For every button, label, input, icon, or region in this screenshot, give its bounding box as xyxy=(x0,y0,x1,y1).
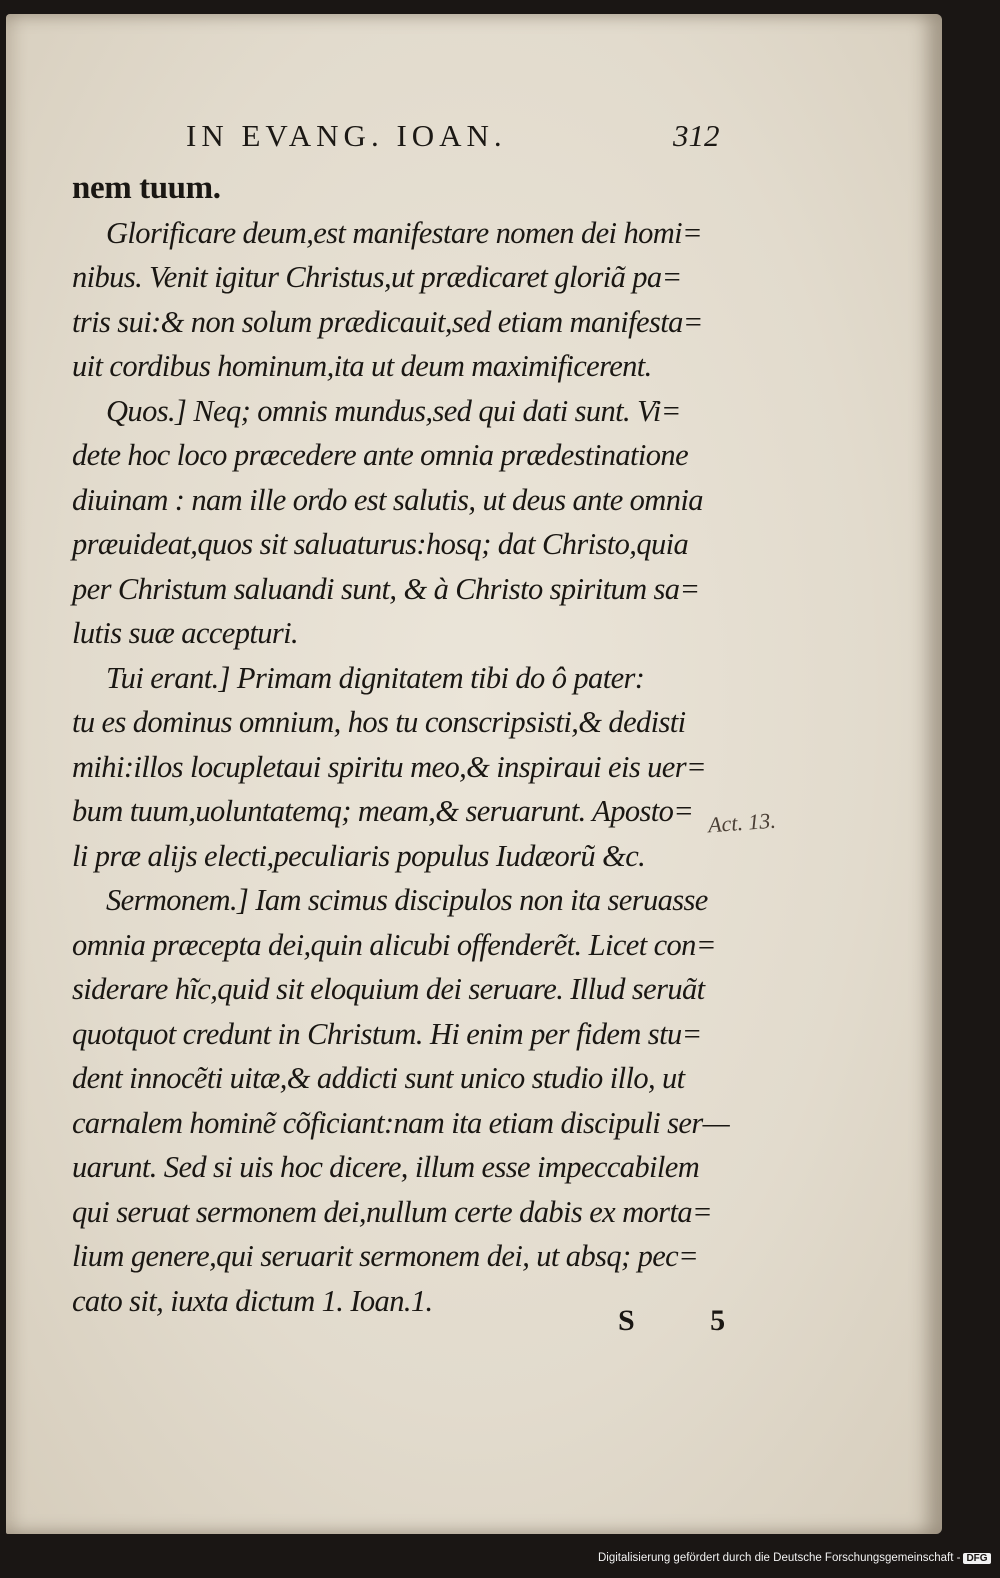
text-line: cato sit, iuxta dictum 1. Ioan.1. xyxy=(72,1283,433,1318)
body-text xyxy=(72,166,772,1323)
text-line: uit cordibus hominum,ita ut deum maximificerent. xyxy=(72,349,652,383)
text-line: bum tuum,uoluntatemq; meam,& seruarunt. Aposto= xyxy=(72,794,694,828)
text-line: dete hoc loco præcedere ante omnia prædestinatione xyxy=(72,438,689,472)
credit-text: Digitalisierung gefördert durch die Deutsche Forschungsgemeinschaft - xyxy=(598,1552,961,1564)
dfg-logo: DFG xyxy=(963,1553,990,1564)
text-line: lium genere,qui seruarit sermonem dei, ut absq; pec= xyxy=(72,1239,699,1273)
text-line: tris sui:& non solum prædicauit,sed etiam manifesta= xyxy=(72,304,703,339)
text-line: qui seruat sermonem dei,nullum certe dabis ex morta= xyxy=(72,1194,712,1229)
text-line: Quos.] Neq; omnis mundus,sed qui dati sunt. Vi= xyxy=(106,393,681,428)
text-line: nibus. Venit igitur Christus,ut prædicaret gloriã pa= xyxy=(72,260,682,294)
text-line: lutis suæ accepturi. xyxy=(72,616,299,650)
text-line: quotquot credunt in Christum. Hi enim per fidem stu= xyxy=(72,1016,702,1051)
text-line: uarunt. Sed si uis hoc dicere, illum esse impeccabilem xyxy=(72,1150,700,1184)
text-line: Glorificare deum,est manifestare nomen dei homi= xyxy=(106,215,703,250)
text-line: Tui erant.] Primam dignitatem tibi do ô pater: xyxy=(106,660,645,695)
text-line: siderare hĩc,quid sit eloquium dei seruare. Illud seruãt xyxy=(72,972,705,1006)
digitization-credit xyxy=(598,1552,991,1564)
text-line: diuinam : nam ille ordo est salutis, ut deus ante omnia xyxy=(72,482,703,517)
signature-mark: S 5 xyxy=(618,1304,760,1337)
text-line: nem tuum. xyxy=(72,170,221,206)
running-title: IN EVANG. IOAN. xyxy=(186,118,507,153)
text-line: Sermonem.] Iam scimus discipulos non ita seruasse xyxy=(106,883,708,917)
text-line: dent innocẽti uitæ,& addicti sunt unico studio illo, ut xyxy=(72,1061,685,1095)
handwritten-margin-note: Act. 13. xyxy=(707,807,777,838)
text-line: præuideat,quos sit saluaturus:hosq; dat Christo,quia xyxy=(72,527,689,561)
text-line: li præ alijs electi,peculiaris populus Iudæorũ &c. xyxy=(72,838,646,873)
text-line: mihi:illos locupletaui spiritu meo,& inspiraui eis uer= xyxy=(72,749,706,784)
text-line: tu es dominus omnium, hos tu conscripsisti,& dedisti xyxy=(72,705,686,739)
page-number: 312 xyxy=(673,118,720,153)
text-line: per Christum saluandi sunt, & à Christo spiritum sa= xyxy=(72,571,700,606)
text-line: omnia præcepta dei,quin alicubi offenderẽt. Licet con= xyxy=(72,927,716,962)
text-line: carnalem hominẽ cõficiant:nam ita etiam discipuli ser— xyxy=(72,1105,730,1140)
book-page xyxy=(6,14,942,1534)
